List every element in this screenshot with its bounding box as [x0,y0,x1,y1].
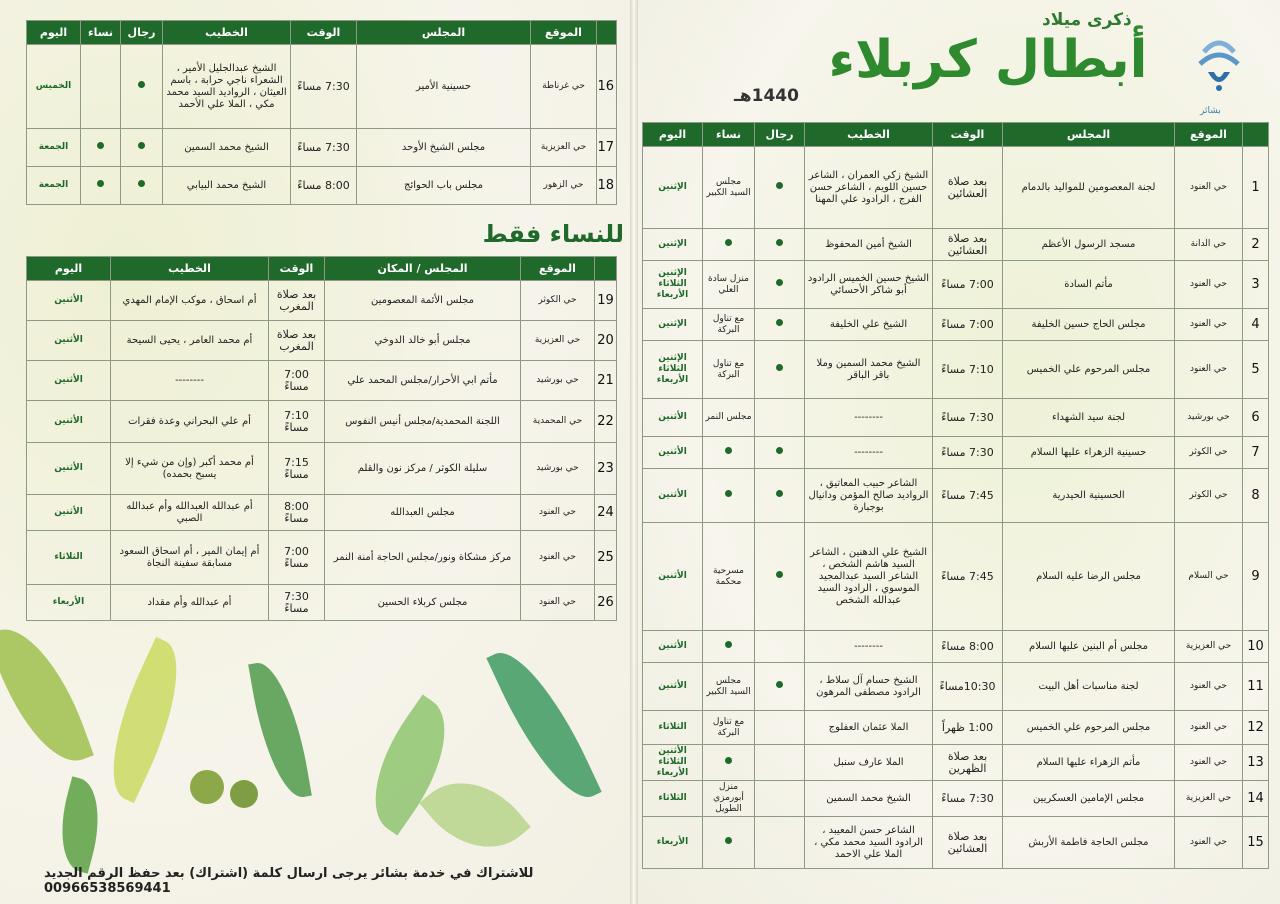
bullet-dot-icon [97,180,104,187]
column-header: رجال [755,123,805,147]
row-number: 5 [1243,341,1269,399]
table-row [643,469,1269,523]
column-header: نساء [81,21,121,45]
time-cell: 1:00 ظهراً [933,711,1003,745]
majlis-cell: مجلس الرضا عليه السلام [1003,523,1175,631]
women-cell: منزل سادة العلي [703,261,755,309]
leaf-decoration [486,638,601,812]
time-cell: 7:45 مساءً [933,469,1003,523]
bullet-dot-icon [776,279,783,286]
day-cell: الأثنين [643,399,703,437]
men-cell [755,309,805,341]
location-cell: حي العنود [1175,147,1243,229]
row-number: 20 [595,321,617,361]
men-cell [755,437,805,469]
time-cell: 8:00 مساءً [269,495,325,531]
bullet-dot-icon [725,447,732,454]
column-header: اليوم [27,21,81,45]
women-cell [703,437,755,469]
location-cell: حي العنود [1175,663,1243,711]
time-cell: 7:30 مساءً [933,399,1003,437]
majlis-cell: مجلس الأئمة المعصومين [325,281,521,321]
schedule-table-continued [26,20,617,205]
column-header: الموقع [521,257,595,281]
table-row [27,45,617,129]
leaf-decoration [49,776,111,873]
day-cell: الثلاثاء [27,531,111,585]
location-cell: حي العنود [1175,309,1243,341]
women-cell: مع تناول البركة [703,309,755,341]
women-cell: مع تناول البركة [703,711,755,745]
time-cell: بعد صلاة المغرب [269,321,325,361]
time-cell: 7:00 مساءً [933,261,1003,309]
location-cell: حي العنود [1175,711,1243,745]
day-cell: الأربعاء [27,585,111,621]
majlis-cell: مجلس المرحوم علي الخميس [1003,341,1175,399]
row-number: 24 [595,495,617,531]
leaf-decoration [190,770,224,804]
table-row [643,147,1269,229]
row-number: 15 [1243,817,1269,869]
majlis-cell: مأتم الزهراء عليها السلام [1003,745,1175,781]
location-cell: حي العزيزية [1175,781,1243,817]
table-row [27,443,617,495]
women-cell [703,817,755,869]
men-cell [755,261,805,309]
day-cell: الأثنين [27,361,111,401]
day-cell: الأثنين [643,523,703,631]
row-number: 10 [1243,631,1269,663]
table-row [643,631,1269,663]
row-number: 21 [595,361,617,401]
schedule-table-main [642,122,1269,869]
row-number: 12 [1243,711,1269,745]
table-row [27,129,617,167]
khatib-cell: -------- [805,399,933,437]
khatib-cell: أم علي البحراني وعدة فقرات [111,401,269,443]
column-header: الوقت [933,123,1003,147]
row-number: 13 [1243,745,1269,781]
bullet-dot-icon [776,447,783,454]
time-cell: 7:15 مساءً [269,443,325,495]
time-cell: بعد صلاة الظهرين [933,745,1003,781]
khatib-cell: الشيخ علي الدهنين ، الشاعر السيد هاشم الشخص ، الشاعر السيد عبدالمجيد الموسوي ، الرادود السيد عبدالله الشخص [805,523,933,631]
column-header: الخطيب [805,123,933,147]
row-number: 11 [1243,663,1269,711]
day-cell: الإثنين الثلاثاء الأربعاء [643,261,703,309]
women-cell [703,469,755,523]
khatib-cell: أم اسحاق ، موكب الإمام المهدي [111,281,269,321]
row-number: 18 [597,167,617,205]
day-cell: الإثنين [643,229,703,261]
majlis-cell: حسينية الزهراء عليها السلام [1003,437,1175,469]
majlis-cell: مجلس باب الحوائج [357,167,531,205]
column-header: المجلس [357,21,531,45]
majlis-cell: مجلس كربلاء الحسين [325,585,521,621]
men-cell [755,147,805,229]
bullet-dot-icon [725,239,732,246]
day-cell: الأثنين [643,437,703,469]
location-cell: حي السلام [1175,523,1243,631]
column-header [597,21,617,45]
khatib-cell: الشيخ محمد السمين وملا باقر الباقر [805,341,933,399]
row-number: 1 [1243,147,1269,229]
column-header: اليوم [27,257,111,281]
location-cell: حي الكوثر [1175,437,1243,469]
men-cell [755,631,805,663]
bullet-dot-icon [138,81,145,88]
bullet-dot-icon [725,837,732,844]
row-number: 7 [1243,437,1269,469]
column-header: المجلس / المكان [325,257,521,281]
column-header: الموقع [531,21,597,45]
row-number: 16 [597,45,617,129]
men-cell [755,341,805,399]
subscription-footer: للاشتراك في خدمة بشائر يرجى ارسال كلمة (اشتراك) بعد حفظ الرقم الجديد 00966538569441 [44,866,534,896]
day-cell: الأثنين [27,495,111,531]
location-cell: حي الكوثر [521,281,595,321]
column-header: الوقت [291,21,357,45]
khatib-cell: الشيخ علي الخليفة [805,309,933,341]
row-number: 23 [595,443,617,495]
location-cell: حي العنود [1175,341,1243,399]
time-cell: 8:00 مساءً [291,167,357,205]
time-cell: 7:00 مساءً [269,361,325,401]
women-cell: مجلس السيد الكبير [703,147,755,229]
day-cell: الأثنين [643,631,703,663]
time-cell: 7:10 مساءً [269,401,325,443]
women-cell: مجلس السيد الكبير [703,663,755,711]
men-cell [755,399,805,437]
row-number: 3 [1243,261,1269,309]
row-number: 9 [1243,523,1269,631]
row-number: 4 [1243,309,1269,341]
table-row [27,401,617,443]
khatib-cell: أم عبدالله وأم مقداد [111,585,269,621]
bullet-dot-icon [776,490,783,497]
women-cell: مع تناول البركة [703,341,755,399]
bullet-dot-icon [97,142,104,149]
location-cell: حي العزيزية [531,129,597,167]
table-row [27,321,617,361]
location-cell: حي العنود [1175,261,1243,309]
bashaer-logo-icon [1194,32,1244,98]
table-row [27,167,617,205]
location-cell: حي الكوثر [1175,469,1243,523]
women-cell [81,45,121,129]
location-cell: حي غرناطة [531,45,597,129]
khatib-cell: الشيخ حسين الخميس الرادود أبو شاكر الأحسائي [805,261,933,309]
women-cell [703,631,755,663]
location-cell: حي بورشيد [521,361,595,401]
row-number: 14 [1243,781,1269,817]
header-subtitle: ذكرى ميلاد [1042,10,1132,30]
men-cell [755,663,805,711]
day-cell: الجمعة [27,167,81,205]
table-row [27,531,617,585]
column-header: الوقت [269,257,325,281]
time-cell: 7:30 مساءً [269,585,325,621]
khatib-cell: الشيخ محمد السمين [163,129,291,167]
time-cell: 7:10 مساءً [933,341,1003,399]
table-row [643,437,1269,469]
bullet-dot-icon [138,142,145,149]
column-header [1243,123,1269,147]
leaf-decoration [0,614,94,775]
khatib-cell: أم محمد العامر ، يحيى السيحة [111,321,269,361]
day-cell: الأربعاء [643,817,703,869]
day-cell: الأثنين [27,443,111,495]
majlis-cell: مجلس أبو خالد الدوخي [325,321,521,361]
table-row [27,281,617,321]
bullet-dot-icon [776,364,783,371]
day-cell: الجمعة [27,129,81,167]
men-cell [121,45,163,129]
women-cell [81,129,121,167]
time-cell: 7:30 مساءً [291,45,357,129]
men-cell [755,229,805,261]
day-cell: الأثنين الثلاثاء الأربعاء [643,745,703,781]
table-row [27,361,617,401]
table-row [643,781,1269,817]
table-row [643,745,1269,781]
day-cell: الخميس [27,45,81,129]
bullet-dot-icon [776,182,783,189]
khatib-cell: الملا عثمان العفلوج [805,711,933,745]
row-number: 2 [1243,229,1269,261]
time-cell: بعد صلاة العشائين [933,147,1003,229]
bullet-dot-icon [725,641,732,648]
women-cell: مسرحية محكمة [703,523,755,631]
location-cell: حي بورشيد [521,443,595,495]
bullet-dot-icon [776,319,783,326]
khatib-cell: الشيخ عبدالجليل الأمير ، الشعراء ناجي حرابة ، باسم العيثان ، الرواديد السيد محمد مكي ، الملا علي الأحمد [163,45,291,129]
leaf-decoration [419,758,530,872]
khatib-cell: الشيخ محمد البيابي [163,167,291,205]
row-number: 25 [595,531,617,585]
khatib-cell: الشيخ أمين المحفوظ [805,229,933,261]
column-header: الخطيب [163,21,291,45]
day-cell: الأثنين [27,281,111,321]
majlis-cell: مجلس الحاجة فاطمة الأربش [1003,817,1175,869]
day-cell: الثلاثاء [643,781,703,817]
day-cell: الأثنين [27,401,111,443]
bullet-dot-icon [725,757,732,764]
women-cell [703,229,755,261]
leaf-decoration [89,637,202,803]
location-cell: حي العزيزية [521,321,595,361]
majlis-cell: مسجد الرسول الأعظم [1003,229,1175,261]
location-cell: حي العنود [521,495,595,531]
khatib-cell: الشاعر حبيب المعاتيق ، الرواديد صالح المؤمن ودانيال بوجبارة [805,469,933,523]
time-cell: 7:00 مساءً [269,531,325,585]
time-cell: 10:30مساءً [933,663,1003,711]
men-cell [755,817,805,869]
women-cell: منزل أبورمزي الطويل [703,781,755,817]
women-only-title: للنساء فقط [482,220,624,248]
location-cell: حي الزهور [531,167,597,205]
column-header [595,257,617,281]
majlis-cell: سليلة الكوثر / مركز نون والقلم [325,443,521,495]
khatib-cell: الشيخ زكي العمران ، الشاعر حسين اللويم ، الشاعر حسن الفرج ، الرادود علي المهنا [805,147,933,229]
time-cell: 7:00 مساءً [933,309,1003,341]
row-number: 17 [597,129,617,167]
bullet-dot-icon [776,239,783,246]
header-year: 1440هـ [734,86,799,106]
khatib-cell: أم محمد أكبر (وإن من شيء إلا يسبح بحمده) [111,443,269,495]
table-row [643,711,1269,745]
location-cell: حي العزيزية [1175,631,1243,663]
bullet-dot-icon [138,180,145,187]
time-cell: 7:30 مساءً [291,129,357,167]
column-header: رجال [121,21,163,45]
men-cell [755,469,805,523]
table-row [643,229,1269,261]
majlis-cell: مجلس الإمامين العسكريين [1003,781,1175,817]
khatib-cell: -------- [805,631,933,663]
day-cell: الأثنين [643,663,703,711]
khatib-cell: الشيخ محمد السمين [805,781,933,817]
time-cell: 8:00 مساءً [933,631,1003,663]
majlis-cell: مأتم ابي الأحرار/مجلس المحمد علي [325,361,521,401]
location-cell: حي الدانة [1175,229,1243,261]
logo-label: بشائر [1200,106,1221,116]
majlis-cell: الحسينية الحيدرية [1003,469,1175,523]
location-cell: حي العنود [521,531,595,585]
majlis-cell: لجنة المعصومين للمواليد بالدمام [1003,147,1175,229]
location-cell: حي العنود [1175,817,1243,869]
day-cell: الإثنين الثلاثاء الأربعاء [643,341,703,399]
table-row [643,309,1269,341]
khatib-cell: أم إيمان المير ، أم اسحاق السعود مسابقة سفينة النجاة [111,531,269,585]
table-row [27,585,617,621]
table-row [643,261,1269,309]
time-cell: بعد صلاة المغرب [269,281,325,321]
majlis-cell: لجنة سيد الشهداء [1003,399,1175,437]
majlis-cell: مجلس أم البنين عليها السلام [1003,631,1175,663]
men-cell [755,711,805,745]
day-cell: الأثنين [643,469,703,523]
khatib-cell: الملا عارف سنبل [805,745,933,781]
table-row [643,817,1269,869]
men-cell [755,745,805,781]
majlis-cell: مجلس العبدالله [325,495,521,531]
time-cell: 7:30 مساءً [933,781,1003,817]
khatib-cell: -------- [111,361,269,401]
time-cell: 7:30 مساءً [933,437,1003,469]
women-cell: مجلس النمر [703,399,755,437]
day-cell: الثلاثاء [643,711,703,745]
time-cell: بعد صلاة العشائين [933,229,1003,261]
women-cell [703,745,755,781]
majlis-cell: حسينية الأمير [357,45,531,129]
bullet-dot-icon [776,571,783,578]
table-row [27,495,617,531]
schedule-table-women [26,256,617,621]
majlis-cell: لجنة مناسبات أهل البيت [1003,663,1175,711]
day-cell: الإثنين [643,147,703,229]
row-number: 6 [1243,399,1269,437]
khatib-cell: الشيخ حسام آل سلاط ، الرادود مصطفى المرهون [805,663,933,711]
location-cell: حي المحمدية [521,401,595,443]
location-cell: حي بورشيد [1175,399,1243,437]
location-cell: حي العنود [1175,745,1243,781]
row-number: 26 [595,585,617,621]
majlis-cell: مجلس الشيخ الأوحد [357,129,531,167]
majlis-cell: مجلس الحاج حسين الخليفة [1003,309,1175,341]
column-header: الخطيب [111,257,269,281]
row-number: 19 [595,281,617,321]
day-cell: الإثنين [643,309,703,341]
time-cell: بعد صلاة العشائين [933,817,1003,869]
leaf-decoration [248,658,312,803]
column-header: الموقع [1175,123,1243,147]
page-fold [630,0,638,904]
majlis-cell: مأتم السادة [1003,261,1175,309]
women-cell [81,167,121,205]
row-number: 8 [1243,469,1269,523]
majlis-cell: مجلس المرحوم علي الخميس [1003,711,1175,745]
table-row [643,663,1269,711]
table-row [643,341,1269,399]
men-cell [121,167,163,205]
leaf-decoration [230,780,258,808]
time-cell: 7:45 مساءً [933,523,1003,631]
location-cell: حي العنود [521,585,595,621]
row-number: 22 [595,401,617,443]
khatib-cell: أم عبدالله العبدالله وأم عبدالله الصبي [111,495,269,531]
men-cell [121,129,163,167]
bullet-dot-icon [725,490,732,497]
majlis-cell: اللجنة المحمدية/مجلس أنيس النفوس [325,401,521,443]
column-header: نساء [703,123,755,147]
column-header: المجلس [1003,123,1175,147]
header-title: أبطال كربلاء [828,30,1148,90]
khatib-cell: الشاعر حسن المعيبد ، الرادود السيد محمد مكي ، الملا علي الاحمد [805,817,933,869]
men-cell [755,523,805,631]
majlis-cell: مركز مشكاة ونور/مجلس الحاجة أمنة النمر [325,531,521,585]
day-cell: الأثنين [27,321,111,361]
table-row [643,523,1269,631]
bullet-dot-icon [776,681,783,688]
khatib-cell: -------- [805,437,933,469]
table-row [643,399,1269,437]
column-header: اليوم [643,123,703,147]
men-cell [755,781,805,817]
